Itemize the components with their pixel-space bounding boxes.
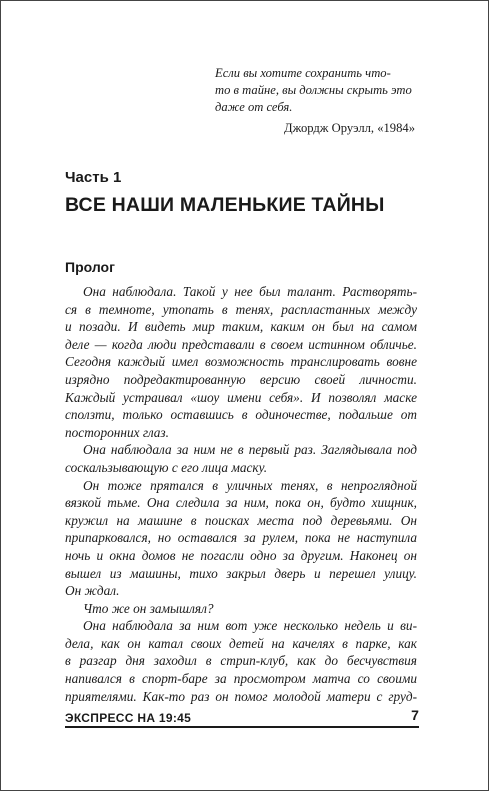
body-line: Сегодня каждый имел возможность транслировать вовне (65, 354, 417, 370)
body-line: ночь и окна домов не погасли одно за другим. Наконец он (65, 547, 417, 563)
body-line: соскальзывающую с его лица маску. (65, 459, 268, 475)
body-line: изрядно подредактированную версию своей личности. (65, 371, 417, 387)
part-label: Часть 1 (65, 169, 122, 186)
epigraph (215, 65, 415, 137)
body-line: посторонних глаз. (65, 424, 169, 440)
body-line: припарковался, но оставался за рулем, пока не наступила (65, 530, 417, 546)
body-line: вышел из машины, тихо закрыл дверь и перешел улицу. (65, 565, 417, 581)
body-line: Что же он замышлял? (83, 600, 214, 616)
body-line: Она наблюдала за ним вот уже несколько недель и ви- (83, 618, 417, 634)
body-line: напивался в спорт-баре за просмотром матча со своими (65, 671, 417, 687)
epigraph-line: даже от себя. (215, 100, 293, 114)
body-line: ся в темноте, утопать в тенях, распластанных между (65, 301, 417, 317)
body-line: и позади. И видеть мир таким, каким он был на самом (65, 319, 417, 335)
body-line: дела, как он катал своих детей на качелях в парке, как (65, 635, 417, 651)
body-line: сползти, только оставшись в одиночестве, подальше от (65, 407, 417, 423)
body-line: Он ждал. (65, 583, 120, 599)
part-title: ВСЕ НАШИ МАЛЕНЬКИЕ ТАЙНЫ (65, 194, 385, 216)
epigraph-quote (215, 65, 415, 116)
body-line: вязкой тьме. Она следила за ним, пока он, будто хищник, (65, 495, 417, 511)
footer-rule (65, 726, 419, 728)
section-title: Пролог (65, 259, 115, 275)
body-text (65, 283, 417, 705)
body-line: деле — когда люди представали в своем истинном обличье. (65, 336, 417, 352)
body-line: в разгар дня заходил в стрип-клуб, как до бесчувствия (65, 653, 417, 669)
body-line: Она наблюдала за ним не в первый раз. Заглядывала под (83, 442, 417, 458)
epigraph-line: Если вы хотите сохранить что- (215, 66, 391, 80)
running-footer-title: ЭКСПРЕСС НА 19:45 (65, 711, 192, 725)
body-line: Она наблюдала. Такой у нее был талант. Растворять- (83, 284, 417, 299)
epigraph-attribution: Джордж Оруэлл, «1984» (283, 121, 415, 135)
body-line: приятелями. Как-то раз он помог молодой матери с груд- (65, 688, 417, 704)
body-line: Каждый устраивал «шоу имени себя». И позволял маске (65, 389, 417, 405)
body-line: кружил на машине в поисках места под деревьями. Он (65, 512, 417, 528)
body-line: Он тоже прятался в уличных тенях, в непроглядной (83, 477, 417, 493)
page-number: 7 (411, 707, 419, 723)
epigraph-line: то в тайне, вы должны скрыть это (215, 83, 412, 97)
